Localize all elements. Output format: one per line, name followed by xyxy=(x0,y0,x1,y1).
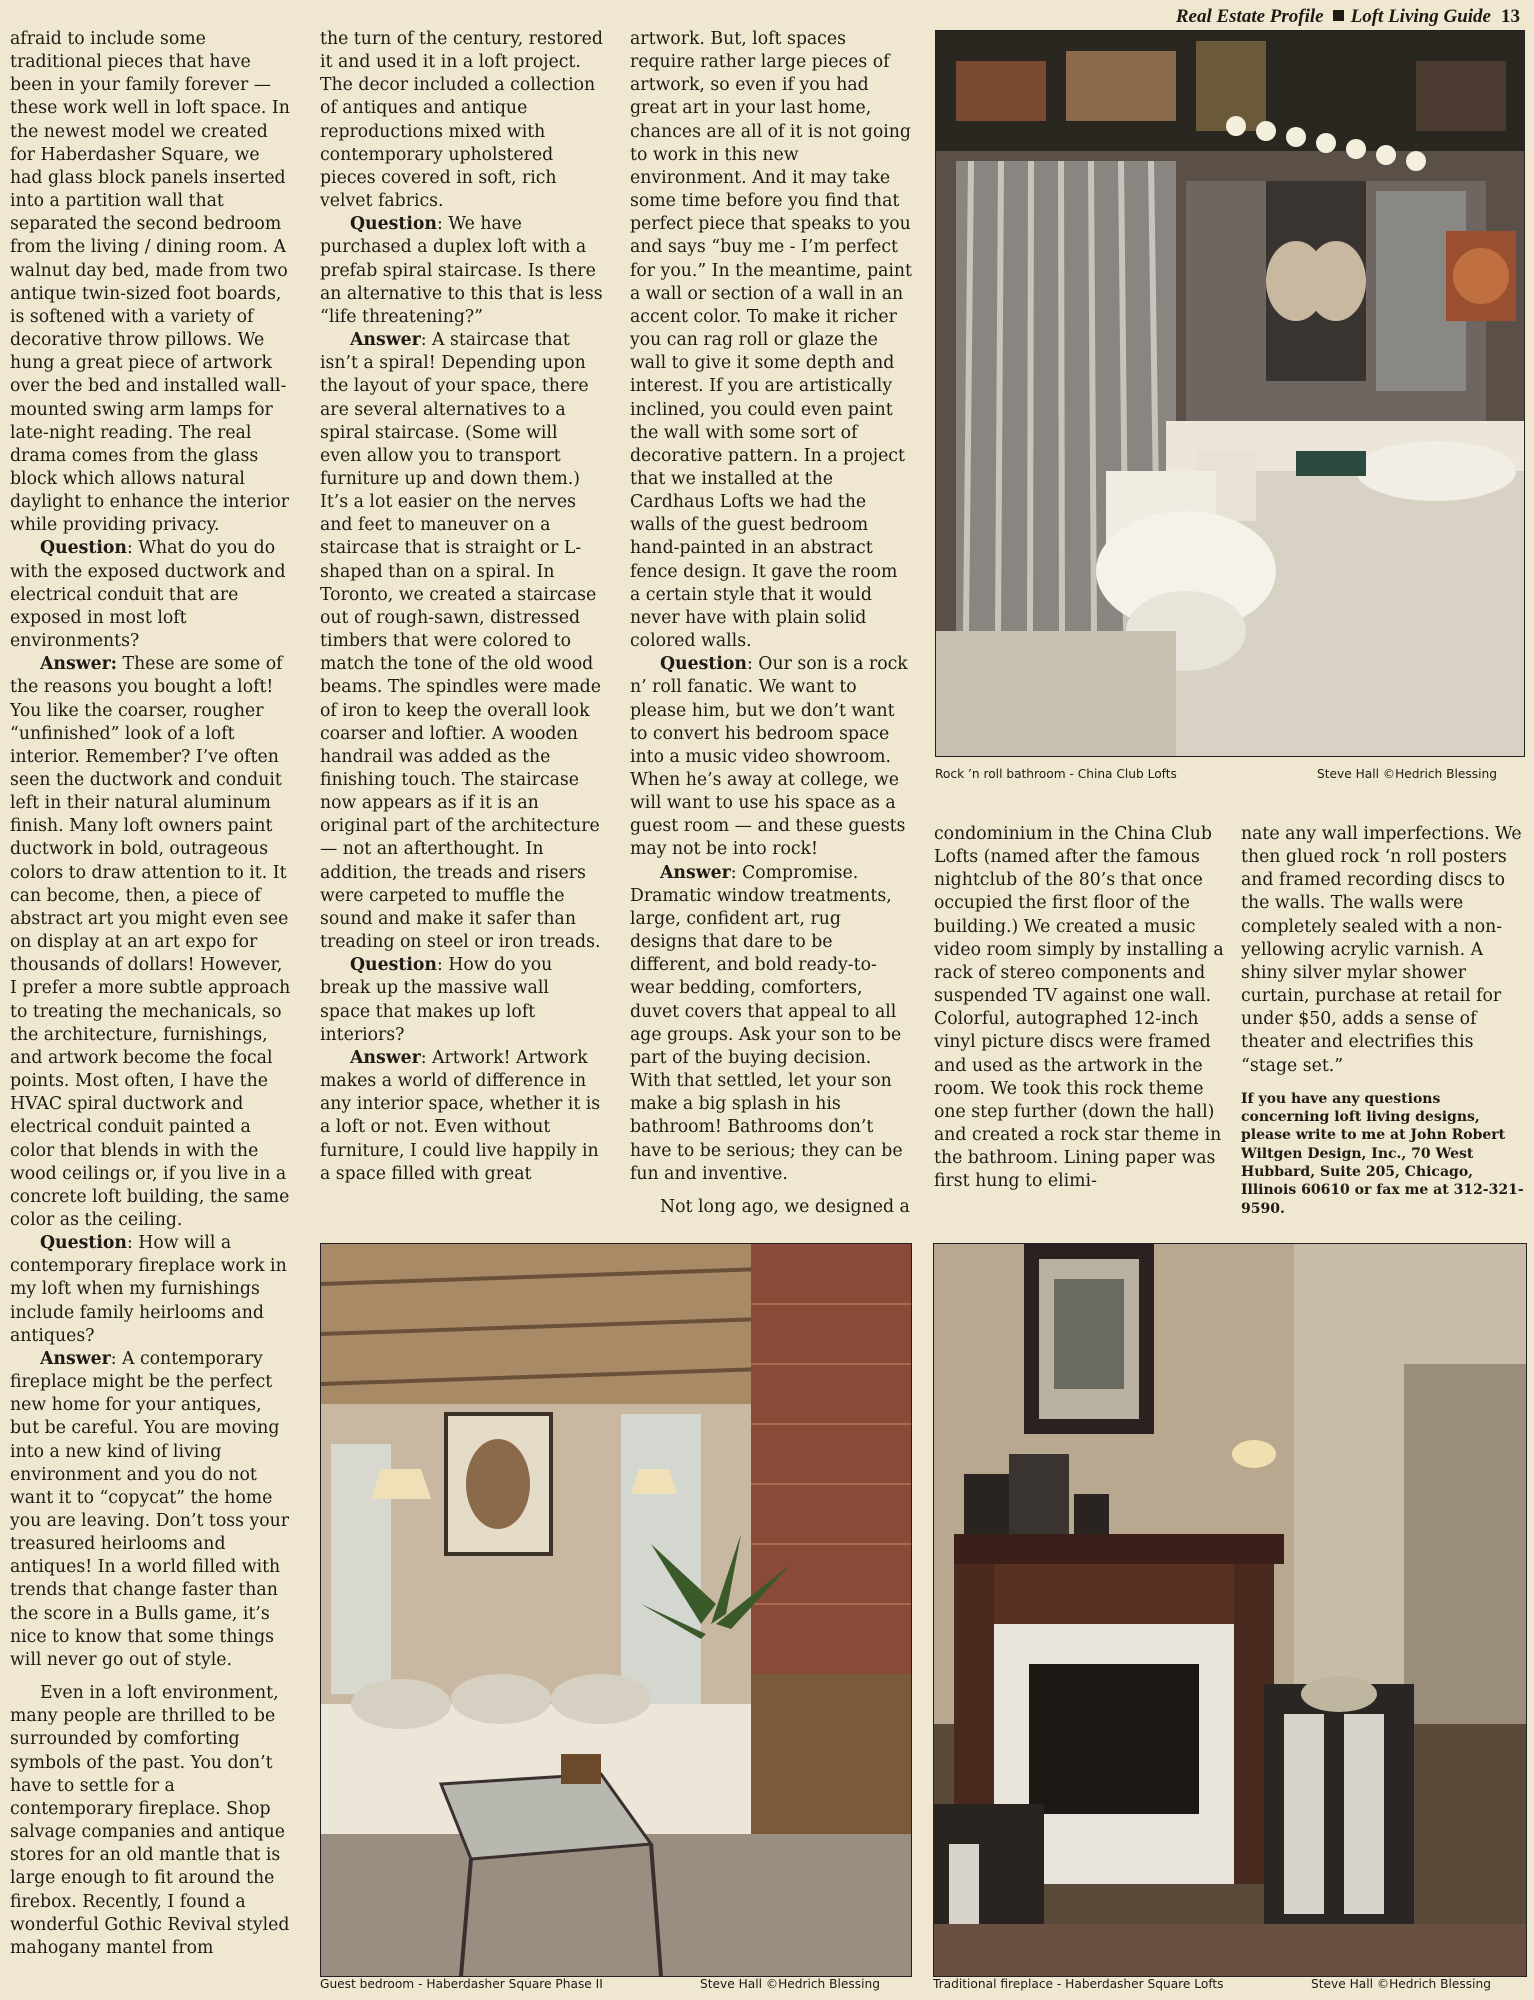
paragraph: afraid to include some traditional pieces that have been in your family forever — these work well in loft space. In the newest model we created for Haberdasher Square, we had glass block panels inserted into a partition wall that separated the second bedroom from the living / dining room. A walnut day bed, made from two antique twin-sized foot boards, is softened with a variety of decorative throw pillows. We hung a great piece of artwork over the bed and installed wall-mounted swing arm lamps for late-night reading. The real drama comes from the glass block which allows natural daylight to enhance the interior while providing privacy. xyxy=(10,29,290,536)
question-label: Question xyxy=(350,955,437,976)
bathroom-photo xyxy=(935,30,1525,757)
article-column-5 xyxy=(1241,823,1529,1223)
question-label: Question xyxy=(40,1233,127,1254)
bedroom-photo xyxy=(320,1243,912,1977)
article-column-3 xyxy=(630,28,913,1228)
answer-paragraph: Answer: Compromise. Dramatic window treatments, large, confident art, rug designs that dare to be different, and bold ready-to-wear bedding, comforters, duvet covers that appeal to all age groups. Ask your son to be part of the buying decision. With that settled, let your son make a big splash in his bathroom! Bathrooms don’t have to be serious; they can be fun and inventive. xyxy=(630,862,903,1184)
section-title: Real Estate Profile xyxy=(1175,6,1324,27)
answer-label: Answer xyxy=(40,1348,111,1369)
question-paragraph: Question: We have purchased a duplex loft with a prefab spiral staircase. Is there an alternative to this that is less “life threatening?” xyxy=(320,214,603,327)
question-label: Question xyxy=(40,538,127,559)
fireplace-illustration xyxy=(934,1244,1526,1976)
bathroom-illustration xyxy=(936,31,1524,756)
article-column-1 xyxy=(10,28,293,1994)
fireplace-credit: Steve Hall ©Hedrich Blessing xyxy=(1311,1977,1491,1991)
answer-label: Answer xyxy=(350,330,421,351)
paragraph: artwork. But, loft spaces require rather large pieces of artwork, so even if you had great art in your last home, chances are all of it is not going to work in this new environment. And it may take some time before you find that perfect piece that speaks to you and says “buy me - I’m perfect for you.” In the meantime, paint a wall or section of a wall in an accent color. To make it richer you can rag roll or glaze the wall to give it some depth and interest. If you are artistically inclined, you could even paint the wall with some sort of decorative pattern. In a project that we installed at the Cardhaus Lofts we had the walls of the guest bedroom hand-painted in an abstract fence design. It gave the room a certain style that it would never have with plain solid colored walls. xyxy=(630,29,913,652)
page-number: 13 xyxy=(1501,6,1520,27)
article-column-4 xyxy=(934,823,1224,1223)
answer-label: Answer xyxy=(350,1047,421,1068)
answer-paragraph: Answer: A contemporary fireplace might be the perfect new home for your antiques, but be careful. You are moving into a new kind of living environment and you do not want it to “copycat” the home you are leaving. Don’t toss your treasured heirlooms and antiques! In a world filled with trends that change faster than the score in a Bulls game, it’s nice to know that some things will never go out of style. xyxy=(10,1348,290,1670)
square-bullet-icon xyxy=(1333,10,1344,21)
fireplace-caption: Traditional fireplace - Haberdasher Square Lofts xyxy=(933,1977,1224,1991)
bedroom-illustration xyxy=(321,1244,911,1976)
question-paragraph: Question: Our son is a rock n’ roll fanatic. We want to please him, but we don’t want to convert his bedroom space into a music video showroom. When he’s away at college, we will want to use his space as a guest room — and these guests may not be into rock! xyxy=(630,654,908,860)
page-header xyxy=(1176,6,1520,28)
fireplace-photo xyxy=(933,1243,1527,1977)
bedroom-credit: Steve Hall ©Hedrich Blessing xyxy=(700,1977,880,1991)
bedroom-caption: Guest bedroom - Haberdasher Square Phase II xyxy=(320,1977,603,1991)
question-label: Question xyxy=(350,214,437,235)
paragraph: Not long ago, we designed a xyxy=(660,1196,910,1217)
paragraph: Even in a loft environment, many people are thrilled to be surrounded by comforting symbols of the past. You don’t have to settle for a contemporary fireplace. Shop salvage companies and antique stores for an old mantle that is large enough to fit around the firebox. Recently, I found a wonderful Gothic Revival styled mahogany mantel from xyxy=(10,1683,290,1958)
bathroom-caption: Rock ’n roll bathroom - China Club Lofts xyxy=(935,767,1177,781)
article-column-2 xyxy=(320,28,603,1228)
question-label: Question xyxy=(660,654,747,675)
answer-label: Answer: xyxy=(40,654,118,675)
paragraph: condominium in the China Club Lofts (named after the famous nightclub of the 80’s that once occupied the first floor of the building.) We created a music video room simply by installing a rack of stereo components and suspended TV against one wall. Colorful, autographed 12-inch vinyl picture discs were framed and used as the artwork in the room. We took this rock theme one step further (down the hall) and created a rock star theme in the bathroom. Lining paper was first hung to elimi- xyxy=(934,824,1224,1192)
guide-title: Loft Living Guide xyxy=(1350,6,1491,27)
answer-paragraph: Answer: Artwork! Artwork makes a world of difference in any interior space, whether it is a loft or not. Even without furniture, I could live happily in a space filled with great xyxy=(320,1047,601,1184)
bathroom-credit: Steve Hall ©Hedrich Blessing xyxy=(1317,767,1497,781)
question-paragraph: Question: How do you break up the massive wall space that makes up loft interiors? xyxy=(320,955,553,1045)
contact-info: If you have any questions concerning loft living designs, please write to me at John Robert Wiltgen Design, Inc., 70 West Hubbard, Suite 205, Chicago, Illinois 60610 or fax me at 312-321-9590. xyxy=(1241,1090,1524,1217)
paragraph: the turn of the century, restored it and used it in a loft project. The decor included a collection of antiques and antique reproductions mixed with contemporary upholstered pieces covered in soft, rich velvet fabrics. xyxy=(320,29,603,212)
question-paragraph: Question: What do you do with the exposed ductwork and electrical conduit that are exposed in most loft environments? xyxy=(10,538,286,652)
answer-paragraph: Answer: A staircase that isn’t a spiral! Depending upon the layout of your space, there are several alternatives to a spiral staircase. (Some will even allow you to transport furniture up and down them.) It’s a lot easier on the nerves and feet to maneuver on a staircase that is straight or L-shaped than on a spiral. In Toronto, we created a staircase out of rough-sawn, distressed timbers that were colored to match the tone of the old wood beams. The spindles were made of iron to keep the overall look coarser and loftier. A wooden handrail was added as the finishing touch. The staircase now appears as if it is an original part of the architecture — not an afterthought. In addition, the treads and risers were carpeted to muffle the sound and make it safer than treading on steel or iron treads. xyxy=(320,330,601,953)
paragraph: nate any wall imperfections. We then glued rock ‘n roll posters and framed recording discs to the walls. The walls were completely sealed with a non-yellowing acrylic varnish. A shiny silver mylar shower curtain, purchase at retail for under $50, adds a sense of theater and electrifies this “stage set.” xyxy=(1241,824,1522,1076)
question-paragraph: Question: How will a contemporary fireplace work in my loft when my furnishings include family heirlooms and antiques? xyxy=(10,1233,287,1346)
answer-label: Answer xyxy=(660,862,731,883)
answer-paragraph: Answer: These are some of the reasons you bought a loft! You like the coarser, rougher “unfinished” look of a loft interior. Remember? I’ve often seen the ductwork and conduit left in their natural aluminum finish. Many loft owners paint ductwork in bold, outrageous colors to draw attention to it. It can become, then, a piece of abstract art you might even see on display at an art expo for thousands of dollars! However, I prefer a more subtle approach to treating the mechanicals, so the architecture, furnishings, and artwork become the focal points. Most often, I have the HVAC spiral ductwork and electrical conduit painted a color that blends in with the wood ceilings or, if you live in a concrete loft building, the same color as the ceiling. xyxy=(10,654,291,1230)
